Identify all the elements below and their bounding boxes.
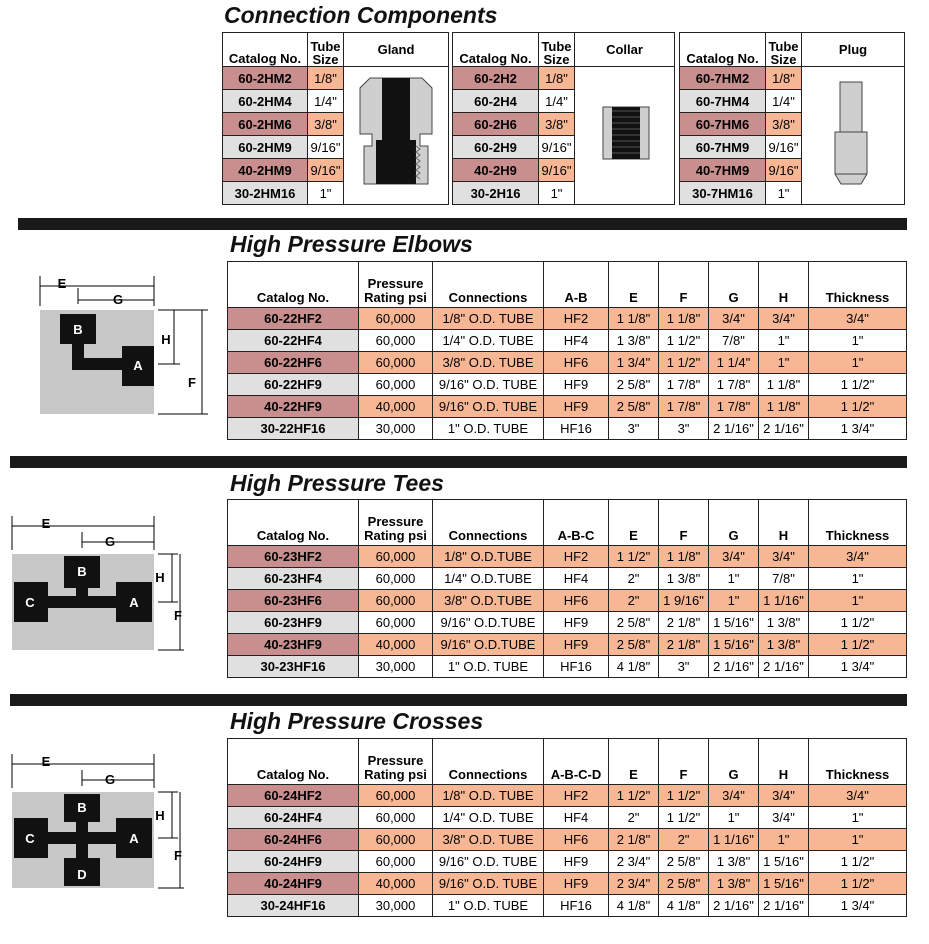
value-cell: 4 1/8" xyxy=(659,895,709,917)
table-row xyxy=(228,374,907,396)
catalog-number-cell: 40-24HF9 xyxy=(228,873,359,895)
value-cell: 3/4" xyxy=(809,546,907,568)
value-cell: 1 1/2" xyxy=(659,352,709,374)
elbows-table xyxy=(227,261,907,440)
column-header: Pressure Rating psi xyxy=(359,262,433,308)
value-cell: 1/8" O.D. TUBE xyxy=(433,785,544,807)
catalog-number-cell: 60-22HF6 xyxy=(228,352,359,374)
value-cell: 1 1/4" xyxy=(709,352,759,374)
catalog-number-cell: 40-2H9 xyxy=(453,159,539,182)
value-cell: 1 1/2" xyxy=(659,330,709,352)
dim-h-label: H xyxy=(161,332,171,347)
tube-size-cell: 3/8" xyxy=(539,113,575,136)
value-cell: 3/4" xyxy=(809,785,907,807)
value-cell: HF16 xyxy=(544,895,609,917)
catalog-number-cell: 60-7HM4 xyxy=(680,90,766,113)
catalog-number-cell: 40-2HM9 xyxy=(223,159,308,182)
column-header: A-B-C-D xyxy=(544,739,609,785)
tee-diagram xyxy=(8,510,226,690)
value-cell: 1 3/4" xyxy=(809,656,907,678)
value-cell: 2 5/8" xyxy=(609,612,659,634)
value-cell: 1 1/2" xyxy=(809,851,907,873)
value-cell: 1 1/2" xyxy=(809,396,907,418)
catalog-number-cell: 60-2HM2 xyxy=(223,67,308,90)
tube-size-cell: 9/16" xyxy=(308,159,344,182)
value-cell: HF16 xyxy=(544,656,609,678)
value-cell: 4 1/8" xyxy=(609,895,659,917)
value-cell: 1" xyxy=(759,829,809,851)
collar-illustration xyxy=(601,105,651,161)
value-cell: 60,000 xyxy=(359,829,433,851)
catalog-number-cell: 30-24HF16 xyxy=(228,895,359,917)
value-cell: 1 1/8" xyxy=(659,546,709,568)
value-cell: HF9 xyxy=(544,873,609,895)
value-cell: 1/8" O.D. TUBE xyxy=(433,308,544,330)
value-cell: 1" xyxy=(809,829,907,851)
value-cell: 9/16" O.D. TUBE xyxy=(433,374,544,396)
dim-g-label: G xyxy=(104,534,116,549)
value-cell: 3" xyxy=(659,656,709,678)
value-cell: HF2 xyxy=(544,308,609,330)
value-cell: 4 1/8" xyxy=(609,656,659,678)
catalog-number-cell: 60-2HM4 xyxy=(223,90,308,113)
catalog-number-cell: 60-7HM6 xyxy=(680,113,766,136)
value-cell: 2" xyxy=(609,590,659,612)
value-cell: 1" O.D. TUBE xyxy=(433,895,544,917)
dim-e-label: E xyxy=(57,276,67,291)
header-catalog: Catalog No. xyxy=(453,33,539,67)
section-divider xyxy=(10,694,907,706)
catalog-number-cell: 30-2H16 xyxy=(453,182,539,205)
value-cell: 1 3/8" xyxy=(759,612,809,634)
table-row xyxy=(228,568,907,590)
value-cell: 3/4" xyxy=(759,308,809,330)
value-cell: 1 3/4" xyxy=(809,418,907,440)
header-gland: Gland xyxy=(344,33,449,67)
port-c-label: C xyxy=(25,831,35,846)
tube-size-cell: 3/8" xyxy=(766,113,802,136)
column-header: Pressure Rating psi xyxy=(359,500,433,546)
value-cell: HF6 xyxy=(544,590,609,612)
value-cell: 1 9/16" xyxy=(659,590,709,612)
catalog-number-cell: 60-2HM9 xyxy=(223,136,308,159)
value-cell: 2 1/16" xyxy=(759,656,809,678)
table-row xyxy=(228,873,907,895)
tube-size-cell: 9/16" xyxy=(539,159,575,182)
value-cell: 40,000 xyxy=(359,634,433,656)
table-row xyxy=(228,418,907,440)
value-cell: 3/4" xyxy=(759,807,809,829)
value-cell: 3/4" xyxy=(709,546,759,568)
value-cell: 1" xyxy=(759,330,809,352)
column-header: F xyxy=(659,739,709,785)
catalog-number-cell: 60-22HF9 xyxy=(228,374,359,396)
value-cell: HF4 xyxy=(544,807,609,829)
tube-size-cell: 1/8" xyxy=(539,67,575,90)
value-cell: 1" xyxy=(809,568,907,590)
value-cell: 30,000 xyxy=(359,418,433,440)
dim-f-label: F xyxy=(174,608,182,623)
header-catalog: Catalog No. xyxy=(223,33,308,67)
column-header: A-B-C xyxy=(544,500,609,546)
table-row xyxy=(228,785,907,807)
value-cell: 60,000 xyxy=(359,308,433,330)
value-cell: 1 3/8" xyxy=(709,873,759,895)
column-header: G xyxy=(709,739,759,785)
column-header: Catalog No. xyxy=(228,500,359,546)
column-header: Connections xyxy=(433,739,544,785)
dim-h-label: H xyxy=(155,570,165,585)
value-cell: 3/8" O.D. TUBE xyxy=(433,829,544,851)
value-cell: 9/16" O.D.TUBE xyxy=(433,612,544,634)
crosses-title: High Pressure Crosses xyxy=(230,708,484,734)
catalog-number-cell: 60-2H2 xyxy=(453,67,539,90)
value-cell: 3/4" xyxy=(709,785,759,807)
column-header: H xyxy=(759,739,809,785)
tube-size-cell: 1/4" xyxy=(539,90,575,113)
value-cell: 3/4" xyxy=(759,546,809,568)
catalog-number-cell: 60-2H4 xyxy=(453,90,539,113)
value-cell: 1/4" O.D.TUBE xyxy=(433,568,544,590)
tube-size-cell: 1" xyxy=(308,182,344,205)
tube-size-cell: 1/8" xyxy=(766,67,802,90)
value-cell: 1 1/2" xyxy=(809,873,907,895)
table-row xyxy=(228,308,907,330)
port-a-label: A xyxy=(129,595,139,610)
value-cell: 1 1/8" xyxy=(759,396,809,418)
value-cell: 1 1/8" xyxy=(659,308,709,330)
value-cell: 9/16" O.D. TUBE xyxy=(433,851,544,873)
value-cell: 1 7/8" xyxy=(709,374,759,396)
catalog-number-cell: 60-24HF9 xyxy=(228,851,359,873)
header-collar: Collar xyxy=(575,33,675,67)
value-cell: HF2 xyxy=(544,546,609,568)
catalog-number-cell: 40-22HF9 xyxy=(228,396,359,418)
table-row xyxy=(228,396,907,418)
dim-f-label: F xyxy=(174,848,182,863)
value-cell: 1" xyxy=(809,352,907,374)
port-a-label: A xyxy=(133,358,143,373)
port-d-label: D xyxy=(77,867,87,882)
value-cell: 1 1/16" xyxy=(759,590,809,612)
catalog-number-cell: 60-7HM2 xyxy=(680,67,766,90)
column-header: Thickness xyxy=(809,500,907,546)
column-header: A-B xyxy=(544,262,609,308)
tube-size-cell: 9/16" xyxy=(766,159,802,182)
section-divider xyxy=(18,218,907,230)
column-header: E xyxy=(609,262,659,308)
column-header: Catalog No. xyxy=(228,739,359,785)
table-row xyxy=(228,634,907,656)
value-cell: 2 5/8" xyxy=(609,396,659,418)
value-cell: 9/16" O.D. TUBE xyxy=(433,873,544,895)
value-cell: 60,000 xyxy=(359,612,433,634)
value-cell: 2 5/8" xyxy=(659,873,709,895)
value-cell: 1 5/16" xyxy=(759,851,809,873)
catalog-number-cell: 60-2HM6 xyxy=(223,113,308,136)
value-cell: 2 1/16" xyxy=(709,895,759,917)
dim-g-label: G xyxy=(112,292,124,307)
catalog-number-cell: 60-24HF6 xyxy=(228,829,359,851)
tube-size-cell: 1" xyxy=(539,182,575,205)
tube-size-cell: 3/8" xyxy=(308,113,344,136)
value-cell: HF16 xyxy=(544,418,609,440)
value-cell: 3/4" xyxy=(709,308,759,330)
column-header: E xyxy=(609,500,659,546)
value-cell: 60,000 xyxy=(359,590,433,612)
value-cell: 2 1/16" xyxy=(709,656,759,678)
column-header: H xyxy=(759,500,809,546)
value-cell: 60,000 xyxy=(359,374,433,396)
value-cell: 2 5/8" xyxy=(609,374,659,396)
value-cell: 7/8" xyxy=(759,568,809,590)
value-cell: 3" xyxy=(609,418,659,440)
value-cell: 7/8" xyxy=(709,330,759,352)
table-row xyxy=(228,546,907,568)
value-cell: 1 1/2" xyxy=(809,612,907,634)
value-cell: 1" xyxy=(809,330,907,352)
value-cell: 1/4" O.D. TUBE xyxy=(433,807,544,829)
column-header: Thickness xyxy=(809,262,907,308)
table-row xyxy=(228,352,907,374)
value-cell: HF6 xyxy=(544,352,609,374)
value-cell: 2" xyxy=(659,829,709,851)
value-cell: 2 1/8" xyxy=(659,634,709,656)
dim-e-label: E xyxy=(41,754,51,769)
column-header: F xyxy=(659,500,709,546)
value-cell: 1 1/2" xyxy=(809,374,907,396)
value-cell: 1 7/8" xyxy=(709,396,759,418)
value-cell: 1 3/8" xyxy=(759,634,809,656)
table-row xyxy=(228,829,907,851)
column-header: Connections xyxy=(433,500,544,546)
column-header: G xyxy=(709,500,759,546)
header-catalog: Catalog No. xyxy=(680,33,766,67)
column-header: Connections xyxy=(433,262,544,308)
value-cell: 3/4" xyxy=(809,308,907,330)
port-b-label: B xyxy=(73,322,83,337)
column-header: F xyxy=(659,262,709,308)
catalog-number-cell: 60-24HF2 xyxy=(228,785,359,807)
value-cell: HF4 xyxy=(544,330,609,352)
catalog-number-cell: 60-23HF2 xyxy=(228,546,359,568)
value-cell: 2 1/16" xyxy=(709,418,759,440)
value-cell: 60,000 xyxy=(359,807,433,829)
elbows-title: High Pressure Elbows xyxy=(230,231,473,257)
catalog-number-cell: 60-7HM9 xyxy=(680,136,766,159)
table-row xyxy=(228,656,907,678)
catalog-number-cell: 60-22HF2 xyxy=(228,308,359,330)
value-cell: 2 3/4" xyxy=(609,873,659,895)
catalog-number-cell: 30-22HF16 xyxy=(228,418,359,440)
column-header: Thickness xyxy=(809,739,907,785)
value-cell: 1 5/16" xyxy=(709,612,759,634)
tube-size-cell: 9/16" xyxy=(539,136,575,159)
value-cell: 1" xyxy=(809,807,907,829)
table-row xyxy=(453,67,675,90)
port-b-label: B xyxy=(77,564,87,579)
table-row xyxy=(228,330,907,352)
cross-diagram xyxy=(8,748,226,898)
tees-title: High Pressure Tees xyxy=(230,470,444,496)
elbow-diagram xyxy=(18,270,226,450)
catalog-number-cell: 60-23HF9 xyxy=(228,612,359,634)
dim-h-label: H xyxy=(155,808,165,823)
value-cell: 2 3/4" xyxy=(609,851,659,873)
dim-e-label: E xyxy=(41,516,51,531)
value-cell: 1" xyxy=(709,590,759,612)
value-cell: 9/16" O.D. TUBE xyxy=(433,396,544,418)
value-cell: 60,000 xyxy=(359,330,433,352)
value-cell: 30,000 xyxy=(359,895,433,917)
value-cell: 1 1/2" xyxy=(609,546,659,568)
catalog-number-cell: 60-24HF4 xyxy=(228,807,359,829)
catalog-number-cell: 60-2H6 xyxy=(453,113,539,136)
port-b-label: B xyxy=(77,800,87,815)
value-cell: 1/8" O.D.TUBE xyxy=(433,546,544,568)
value-cell: HF4 xyxy=(544,568,609,590)
catalog-number-cell: 30-23HF16 xyxy=(228,656,359,678)
column-header: Pressure Rating psi xyxy=(359,739,433,785)
gland-illustration xyxy=(348,70,444,190)
tube-size-cell: 1/8" xyxy=(308,67,344,90)
table-row xyxy=(228,590,907,612)
header-plug: Plug xyxy=(802,33,905,67)
value-cell: HF9 xyxy=(544,851,609,873)
port-a-label: A xyxy=(129,831,139,846)
column-header: H xyxy=(759,262,809,308)
value-cell: 1/4" O.D. TUBE xyxy=(433,330,544,352)
value-cell: HF9 xyxy=(544,634,609,656)
table-row xyxy=(228,895,907,917)
dim-g-label: G xyxy=(104,772,116,787)
value-cell: 2 5/8" xyxy=(609,634,659,656)
header-tube-size: Tube Size xyxy=(308,33,344,67)
plug-illustration xyxy=(832,80,872,192)
value-cell: 60,000 xyxy=(359,851,433,873)
section-divider xyxy=(10,456,907,468)
value-cell: HF2 xyxy=(544,785,609,807)
value-cell: 2 1/8" xyxy=(659,612,709,634)
crosses-table xyxy=(227,738,907,917)
tube-size-cell: 1/4" xyxy=(308,90,344,113)
value-cell: 2" xyxy=(609,568,659,590)
value-cell: 1 1/8" xyxy=(609,308,659,330)
column-header: G xyxy=(709,262,759,308)
value-cell: 1 1/2" xyxy=(659,785,709,807)
value-cell: 60,000 xyxy=(359,546,433,568)
table-row xyxy=(228,807,907,829)
value-cell: 1 7/8" xyxy=(659,396,709,418)
catalog-number-cell: 40-23HF9 xyxy=(228,634,359,656)
value-cell: 2 1/8" xyxy=(609,829,659,851)
value-cell: 1 3/4" xyxy=(809,895,907,917)
value-cell: 3/4" xyxy=(759,785,809,807)
value-cell: 40,000 xyxy=(359,396,433,418)
value-cell: 1 3/8" xyxy=(709,851,759,873)
column-header: Catalog No. xyxy=(228,262,359,308)
value-cell: 1" xyxy=(709,568,759,590)
value-cell: 1 3/4" xyxy=(609,352,659,374)
value-cell: 2 5/8" xyxy=(659,851,709,873)
value-cell: 3/8" O.D.TUBE xyxy=(433,590,544,612)
value-cell: 2 1/16" xyxy=(759,895,809,917)
value-cell: 1" xyxy=(709,807,759,829)
value-cell: HF9 xyxy=(544,374,609,396)
catalog-number-cell: 30-7HM16 xyxy=(680,182,766,205)
column-header: E xyxy=(609,739,659,785)
value-cell: 60,000 xyxy=(359,568,433,590)
value-cell: 60,000 xyxy=(359,352,433,374)
catalog-number-cell: 60-2H9 xyxy=(453,136,539,159)
table-row xyxy=(228,851,907,873)
value-cell: 1" O.D. TUBE xyxy=(433,418,544,440)
value-cell: 2" xyxy=(609,807,659,829)
table-row xyxy=(228,612,907,634)
value-cell: 1 5/16" xyxy=(759,873,809,895)
value-cell: 3/8" O.D. TUBE xyxy=(433,352,544,374)
tube-size-cell: 9/16" xyxy=(308,136,344,159)
value-cell: 1 5/16" xyxy=(709,634,759,656)
value-cell: HF9 xyxy=(544,396,609,418)
value-cell: 9/16" O.D.TUBE xyxy=(433,634,544,656)
value-cell: 1 1/2" xyxy=(659,807,709,829)
value-cell: 1" xyxy=(759,352,809,374)
catalog-number-cell: 60-22HF4 xyxy=(228,330,359,352)
value-cell: 2 1/16" xyxy=(759,418,809,440)
catalog-number-cell: 40-7HM9 xyxy=(680,159,766,182)
value-cell: 1 3/8" xyxy=(609,330,659,352)
catalog-number-cell: 60-23HF6 xyxy=(228,590,359,612)
value-cell: 40,000 xyxy=(359,873,433,895)
value-cell: HF9 xyxy=(544,612,609,634)
value-cell: 60,000 xyxy=(359,785,433,807)
port-c-label: C xyxy=(25,595,35,610)
tube-size-cell: 1/4" xyxy=(766,90,802,113)
value-cell: 1 1/2" xyxy=(809,634,907,656)
value-cell: HF6 xyxy=(544,829,609,851)
tees-table xyxy=(227,499,907,678)
value-cell: 1 1/2" xyxy=(609,785,659,807)
dim-f-label: F xyxy=(188,375,196,390)
connection-components-title: Connection Components xyxy=(224,2,498,28)
value-cell: 1 7/8" xyxy=(659,374,709,396)
tube-size-cell: 9/16" xyxy=(766,136,802,159)
catalog-number-cell: 30-2HM16 xyxy=(223,182,308,205)
tube-size-cell: 1" xyxy=(766,182,802,205)
value-cell: 3" xyxy=(659,418,709,440)
value-cell: 1 1/16" xyxy=(709,829,759,851)
value-cell: 1" xyxy=(809,590,907,612)
value-cell: 1 1/8" xyxy=(759,374,809,396)
value-cell: 1" O.D. TUBE xyxy=(433,656,544,678)
value-cell: 30,000 xyxy=(359,656,433,678)
header-tube-size: Tube Size xyxy=(766,33,802,67)
value-cell: 1 3/8" xyxy=(659,568,709,590)
catalog-number-cell: 60-23HF4 xyxy=(228,568,359,590)
header-tube-size: Tube Size xyxy=(539,33,575,67)
